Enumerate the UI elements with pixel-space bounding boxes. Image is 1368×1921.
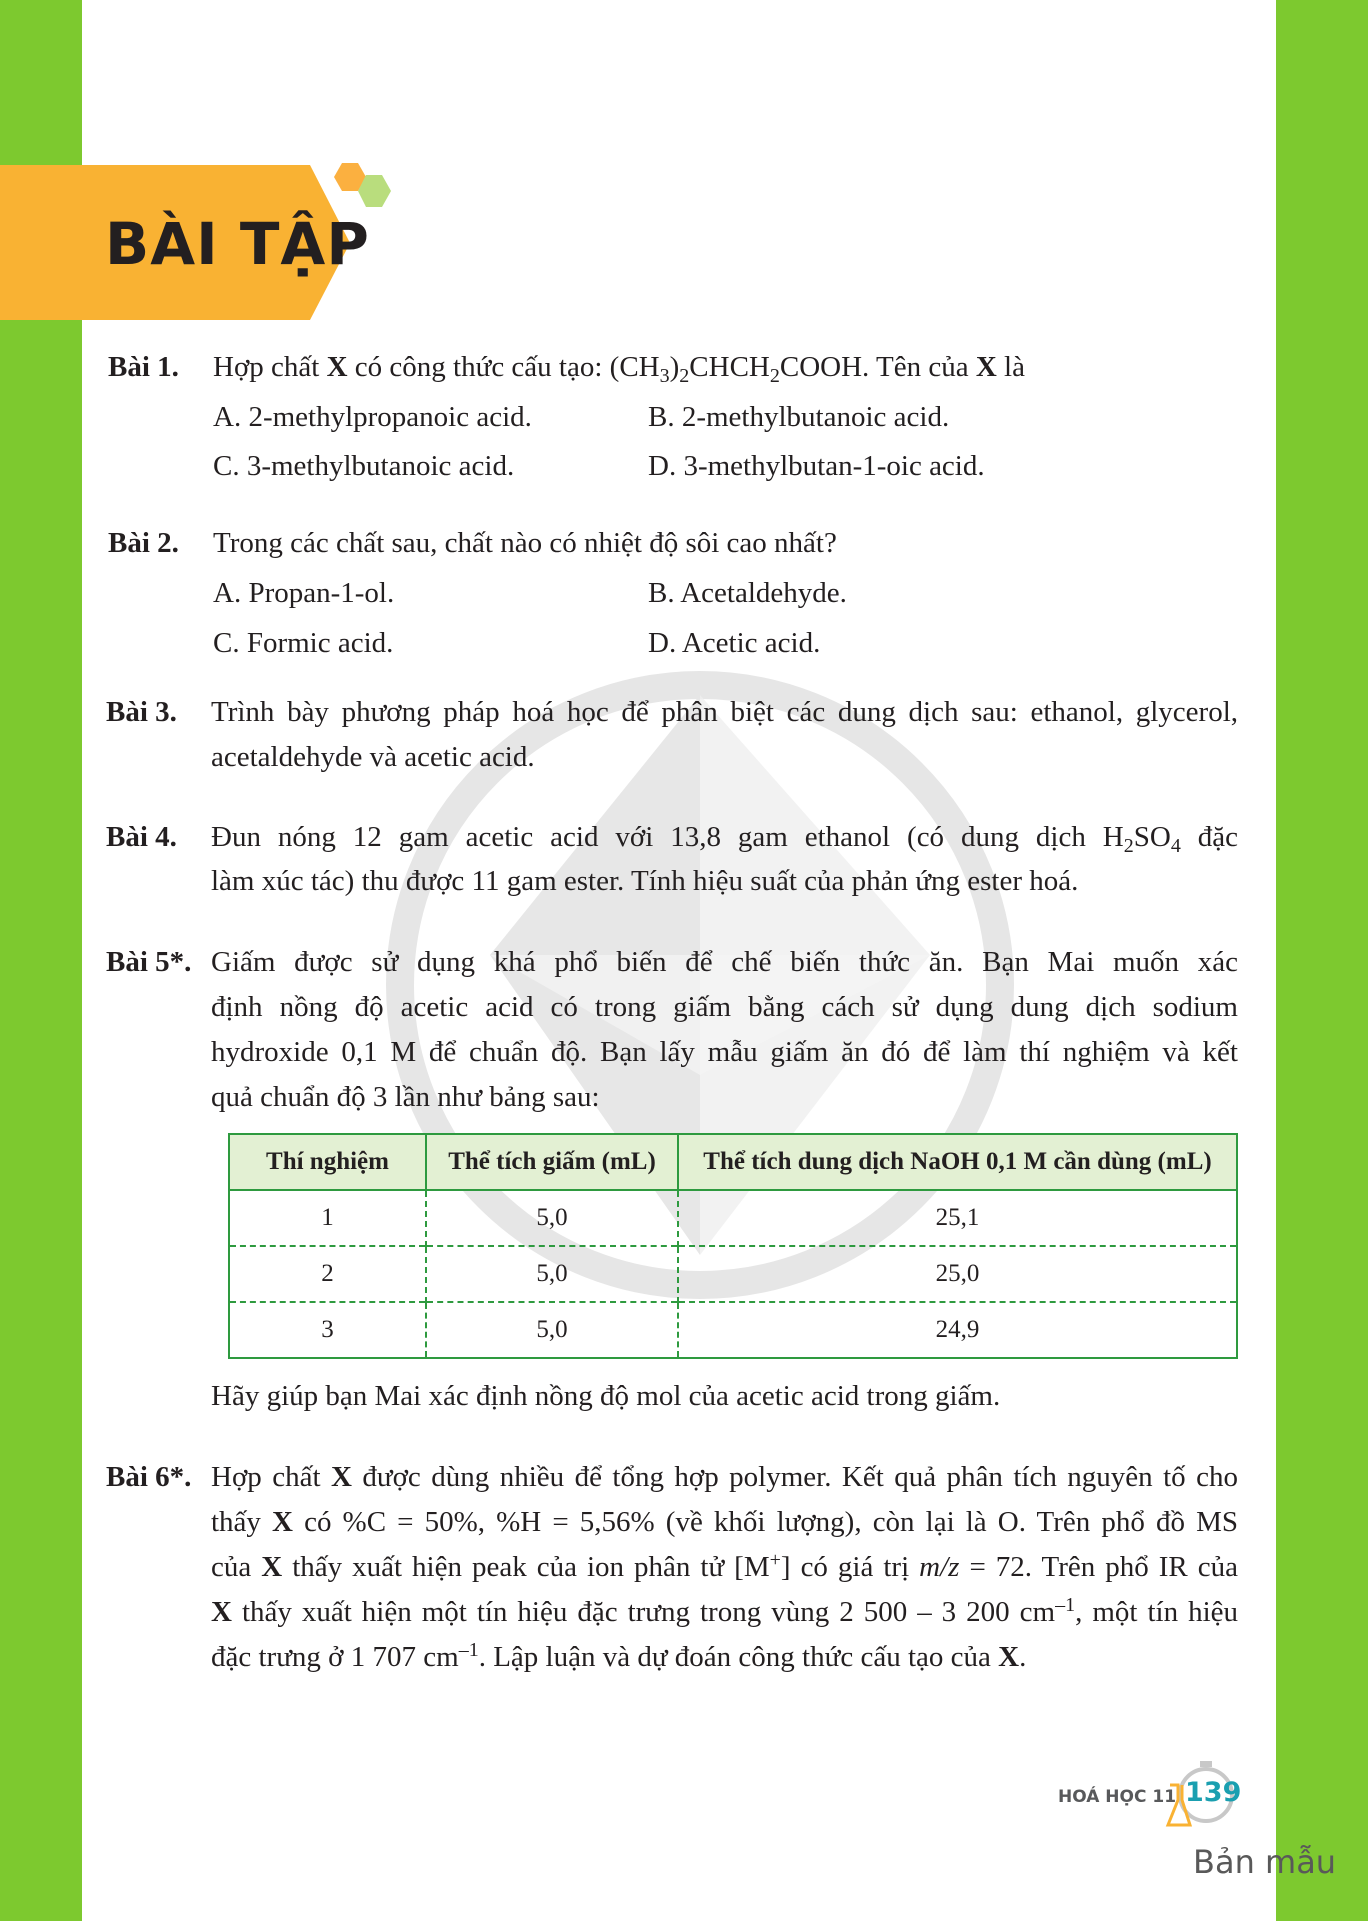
right-green-band: [1276, 0, 1368, 1921]
table-cell: 5,0: [426, 1302, 678, 1358]
exercise-3-line-2: acetaldehyde và acetic acid.: [211, 741, 535, 773]
exercise-1-question: Hợp chất X có công thức cấu tạo: $(CH_3)_2CHCH_2COOH$. Tên của X là: [213, 351, 1025, 387]
table-header-cell: Thí nghiệm: [229, 1134, 426, 1190]
exercise-6-line-1: Hợp chất X được dùng nhiều để tổng hợp polymer. Kết quả phân tích nguyên tố cho: [211, 1461, 1238, 1493]
table-cell: 1: [229, 1190, 426, 1246]
table-cell: 3: [229, 1302, 426, 1358]
table-row: [229, 1246, 1237, 1302]
sample-stamp: Bản mẫu: [1193, 1843, 1337, 1881]
exercise-4-label: Bài 4.: [106, 821, 177, 853]
exercise-6-label: Bài 6*.: [106, 1461, 192, 1493]
exercise-5-line-4: quả chuẩn độ 3 lần như bảng sau:: [211, 1081, 600, 1113]
footer-book-title: HOÁ HỌC 11: [1058, 1787, 1177, 1807]
exercise-5-line-1: Giấm được sử dụng khá phổ biến để chế biến thức ăn. Bạn Mai muốn xác: [211, 946, 1238, 978]
exercise-6-line-2: thấy X có %C = 50%, %H = 5,56% (về khối lượng), còn lại là O. Trên phổ đồ MS: [211, 1506, 1238, 1538]
exercise-2-option-b: B. Acetaldehyde.: [648, 577, 847, 609]
exercise-5-line-3: hydroxide 0,1 M để chuẩn độ. Bạn lấy mẫu giấm ăn đó để làm thí nghiệm và kết: [211, 1036, 1238, 1068]
exercise-6-line-5: đặc trưng ở 1 707 $cm^{-1}$. Lập luận và dự đoán công thức cấu tạo của X.: [211, 1639, 1027, 1673]
table-cell: 25,1: [678, 1190, 1237, 1246]
table-cell: 25,0: [678, 1246, 1237, 1302]
table-header-row: [229, 1134, 1237, 1190]
exercise-1-label: Bài 1.: [108, 351, 179, 383]
table-cell: 5,0: [426, 1190, 678, 1246]
exercise-2-option-d: D. Acetic acid.: [648, 627, 821, 659]
exercise-5-label: Bài 5*.: [106, 946, 192, 978]
exercise-1-option-d: D. 3-methylbutan-1-oic acid.: [648, 450, 985, 482]
page-number: 139: [1185, 1777, 1242, 1808]
table-row: [229, 1190, 1237, 1246]
exercise-3-label: Bài 3.: [106, 696, 177, 728]
exercise-2-label: Bài 2.: [108, 527, 179, 559]
table-header-cell: Thể tích dung dịch NaOH 0,1 M cần dùng (mL): [678, 1134, 1237, 1190]
exercise-4-line-1: Đun nóng 12 gam acetic acid với 13,8 gam ethanol (có dung dịch $H_2SO_4$ đặc: [211, 821, 1238, 857]
exercise-2-question: Trong các chất sau, chất nào có nhiệt độ sôi cao nhất?: [213, 527, 837, 559]
exercise-1-option-c: C. 3-methylbutanoic acid.: [213, 450, 515, 482]
table-cell: 24,9: [678, 1302, 1237, 1358]
exercise-5-line-2: định nồng độ acetic acid có trong giấm bằng cách sử dụng dung dịch sodium: [211, 991, 1238, 1023]
exercise-1-option-a: A. 2-methylpropanoic acid.: [213, 401, 532, 433]
section-title: BÀI TẬP: [105, 210, 370, 278]
exercise-5-followup: Hãy giúp bạn Mai xác định nồng độ mol của acetic acid trong giấm.: [211, 1380, 1001, 1412]
exercise-6-line-4: X thấy xuất hiện một tín hiệu đặc trưng trong vùng 2 500 – 3 200 $cm^{-1}$, một tín hiệu: [211, 1594, 1238, 1628]
exercise-1-option-b: B. 2-methylbutanoic acid.: [648, 401, 950, 433]
table-header-cell: Thể tích giấm (mL): [426, 1134, 678, 1190]
table-cell: 2: [229, 1246, 426, 1302]
exercise-6-line-3: của X thấy xuất hiện peak của ion phân tử [M+] có giá trị m/z = 72. Trên phổ IR của: [211, 1549, 1238, 1583]
exercise-4-line-2: làm xúc tác) thu được 11 gam ester. Tính hiệu suất của phản ứng ester hoá.: [211, 865, 1079, 897]
exercise-2-option-a: A. Propan-1-ol.: [213, 577, 395, 609]
table-cell: 5,0: [426, 1246, 678, 1302]
table-row: [229, 1302, 1237, 1358]
exercise-2-option-c: C. Formic acid.: [213, 627, 394, 659]
titration-table: [228, 1133, 1238, 1359]
exercise-3-line-1: Trình bày phương pháp hoá học để phân biệt các dung dịch sau: ethanol, glycerol,: [211, 696, 1238, 728]
